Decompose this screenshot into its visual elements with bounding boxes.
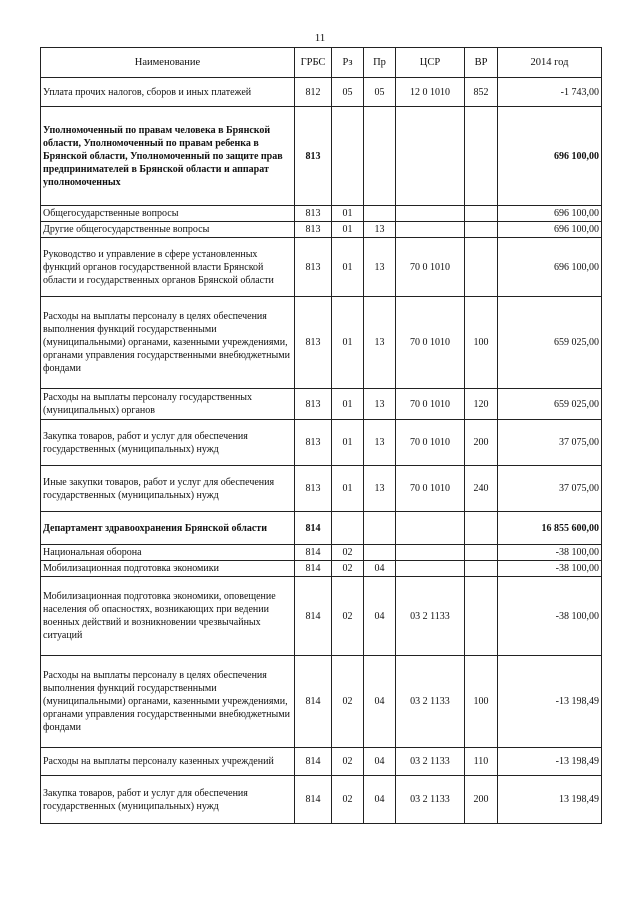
cell-amount: -38 100,00 <box>498 577 602 656</box>
cell-rz: 01 <box>332 420 364 466</box>
cell-pr: 13 <box>364 222 396 238</box>
cell-amount: 696 100,00 <box>498 107 602 206</box>
cell-name: Расходы на выплаты персоналу казенных учреждений <box>41 748 295 776</box>
cell-amount: 696 100,00 <box>498 222 602 238</box>
cell-pr: 04 <box>364 748 396 776</box>
cell-grbs: 814 <box>295 561 332 577</box>
header-name: Наименование <box>41 48 295 78</box>
cell-grbs: 814 <box>295 748 332 776</box>
cell-csr: 03 2 1133 <box>396 577 465 656</box>
table-row <box>41 545 602 561</box>
cell-name: Иные закупки товаров, работ и услуг для обеспечения государственных (муниципальных) нужд <box>41 466 295 512</box>
cell-vr: 200 <box>465 776 498 824</box>
cell-grbs: 813 <box>295 107 332 206</box>
cell-csr: 70 0 1010 <box>396 420 465 466</box>
cell-name: Расходы на выплаты персоналу в целях обеспечения выполнения функций государственными (муниципальными) органами, казенными учреждениями, органами управления государственными внебюджетными фондами <box>41 297 295 389</box>
cell-amount: 37 075,00 <box>498 466 602 512</box>
cell-amount: -38 100,00 <box>498 561 602 577</box>
cell-csr: 70 0 1010 <box>396 466 465 512</box>
cell-pr <box>364 107 396 206</box>
table-row <box>41 297 602 389</box>
cell-csr: 70 0 1010 <box>396 297 465 389</box>
cell-vr: 120 <box>465 389 498 420</box>
cell-grbs: 814 <box>295 577 332 656</box>
cell-csr <box>396 222 465 238</box>
cell-vr: 100 <box>465 656 498 748</box>
cell-pr: 13 <box>364 389 396 420</box>
cell-csr: 70 0 1010 <box>396 389 465 420</box>
cell-vr <box>465 238 498 297</box>
cell-pr: 04 <box>364 776 396 824</box>
cell-grbs: 813 <box>295 206 332 222</box>
cell-name: Уплата прочих налогов, сборов и иных платежей <box>41 78 295 107</box>
cell-grbs: 813 <box>295 420 332 466</box>
cell-grbs: 813 <box>295 389 332 420</box>
cell-rz: 05 <box>332 78 364 107</box>
table-row <box>41 656 602 748</box>
table-row <box>41 420 602 466</box>
cell-rz <box>332 512 364 545</box>
header-vr: ВР <box>465 48 498 78</box>
cell-vr <box>465 577 498 656</box>
cell-amount: 13 198,49 <box>498 776 602 824</box>
cell-vr <box>465 545 498 561</box>
cell-amount: -13 198,49 <box>498 656 602 748</box>
cell-rz: 01 <box>332 238 364 297</box>
table-row <box>41 466 602 512</box>
cell-grbs: 813 <box>295 466 332 512</box>
cell-amount: 659 025,00 <box>498 389 602 420</box>
cell-grbs: 814 <box>295 656 332 748</box>
cell-csr: 70 0 1010 <box>396 238 465 297</box>
table-row <box>41 222 602 238</box>
cell-name: Закупка товаров, работ и услуг для обеспечения государственных (муниципальных) нужд <box>41 420 295 466</box>
table-row <box>41 107 602 206</box>
cell-name: Расходы на выплаты персоналу в целях обеспечения выполнения функций государственными (муниципальными) органами, казенными учреждениями, органами управления государственными внебюджетными фондами <box>41 656 295 748</box>
budget-table <box>40 47 602 824</box>
cell-pr: 04 <box>364 656 396 748</box>
table-body <box>41 78 602 824</box>
table-row <box>41 389 602 420</box>
cell-csr <box>396 107 465 206</box>
cell-pr <box>364 206 396 222</box>
cell-vr <box>465 206 498 222</box>
cell-vr: 852 <box>465 78 498 107</box>
cell-name: Уполномоченный по правам человека в Брянской области, Уполномоченный по правам ребенка в Брянской области, Уполномоченный по защите прав предпринимателей в Брянской области и аппарат уполномоченных <box>41 107 295 206</box>
cell-pr: 13 <box>364 238 396 297</box>
table-header-row <box>41 48 602 78</box>
cell-rz: 02 <box>332 776 364 824</box>
cell-name: Расходы на выплаты персоналу государственных (муниципальных) органов <box>41 389 295 420</box>
cell-vr: 240 <box>465 466 498 512</box>
cell-amount: -1 743,00 <box>498 78 602 107</box>
cell-rz: 01 <box>332 466 364 512</box>
cell-pr: 04 <box>364 577 396 656</box>
cell-rz: 02 <box>332 748 364 776</box>
cell-rz: 01 <box>332 206 364 222</box>
cell-name: Руководство и управление в сфере установленных функций органов государственной власти Брянской области и государственных органов Брянской области <box>41 238 295 297</box>
cell-amount: 696 100,00 <box>498 238 602 297</box>
cell-vr <box>465 561 498 577</box>
cell-csr: 03 2 1133 <box>396 748 465 776</box>
cell-grbs: 813 <box>295 238 332 297</box>
cell-csr <box>396 561 465 577</box>
table-row <box>41 238 602 297</box>
cell-name: Департамент здравоохранения Брянской области <box>41 512 295 545</box>
cell-amount: -13 198,49 <box>498 748 602 776</box>
page-number: 11 <box>314 32 326 44</box>
header-grbs: ГРБС <box>295 48 332 78</box>
cell-csr: 03 2 1133 <box>396 656 465 748</box>
header-amount: 2014 год <box>498 48 602 78</box>
cell-amount: 696 100,00 <box>498 206 602 222</box>
cell-grbs: 814 <box>295 776 332 824</box>
cell-rz: 02 <box>332 656 364 748</box>
cell-vr: 100 <box>465 297 498 389</box>
header-csr: ЦСР <box>396 48 465 78</box>
header-rz: Рз <box>332 48 364 78</box>
cell-rz: 01 <box>332 222 364 238</box>
table-row <box>41 577 602 656</box>
cell-vr: 110 <box>465 748 498 776</box>
table-row <box>41 561 602 577</box>
cell-name: Общегосударственные вопросы <box>41 206 295 222</box>
cell-pr <box>364 512 396 545</box>
cell-rz: 01 <box>332 389 364 420</box>
cell-csr: 12 0 1010 <box>396 78 465 107</box>
cell-csr: 03 2 1133 <box>396 776 465 824</box>
cell-grbs: 814 <box>295 545 332 561</box>
cell-csr <box>396 206 465 222</box>
cell-csr <box>396 545 465 561</box>
cell-pr: 13 <box>364 466 396 512</box>
cell-amount: 37 075,00 <box>498 420 602 466</box>
cell-name: Закупка товаров, работ и услуг для обеспечения государственных (муниципальных) нужд <box>41 776 295 824</box>
cell-csr <box>396 512 465 545</box>
cell-vr <box>465 107 498 206</box>
table-row <box>41 206 602 222</box>
table-row <box>41 748 602 776</box>
cell-pr: 13 <box>364 297 396 389</box>
cell-name: Мобилизационная подготовка экономики, оповещение населения об опасностях, возникающих при ведении военных действий и возникновении чрезвычайных ситуаций <box>41 577 295 656</box>
cell-rz: 01 <box>332 297 364 389</box>
table-row <box>41 512 602 545</box>
cell-grbs: 814 <box>295 512 332 545</box>
cell-pr: 04 <box>364 561 396 577</box>
cell-amount: 16 855 600,00 <box>498 512 602 545</box>
cell-rz <box>332 107 364 206</box>
cell-pr: 13 <box>364 420 396 466</box>
cell-rz: 02 <box>332 577 364 656</box>
cell-amount: 659 025,00 <box>498 297 602 389</box>
cell-rz: 02 <box>332 561 364 577</box>
cell-pr: 05 <box>364 78 396 107</box>
header-pr: Пр <box>364 48 396 78</box>
cell-vr <box>465 512 498 545</box>
table-row <box>41 78 602 107</box>
cell-grbs: 813 <box>295 297 332 389</box>
cell-grbs: 812 <box>295 78 332 107</box>
cell-vr: 200 <box>465 420 498 466</box>
cell-vr <box>465 222 498 238</box>
cell-rz: 02 <box>332 545 364 561</box>
table-row <box>41 776 602 824</box>
cell-name: Национальная оборона <box>41 545 295 561</box>
cell-name: Мобилизационная подготовка экономики <box>41 561 295 577</box>
cell-pr <box>364 545 396 561</box>
cell-name: Другие общегосударственные вопросы <box>41 222 295 238</box>
cell-grbs: 813 <box>295 222 332 238</box>
cell-amount: -38 100,00 <box>498 545 602 561</box>
